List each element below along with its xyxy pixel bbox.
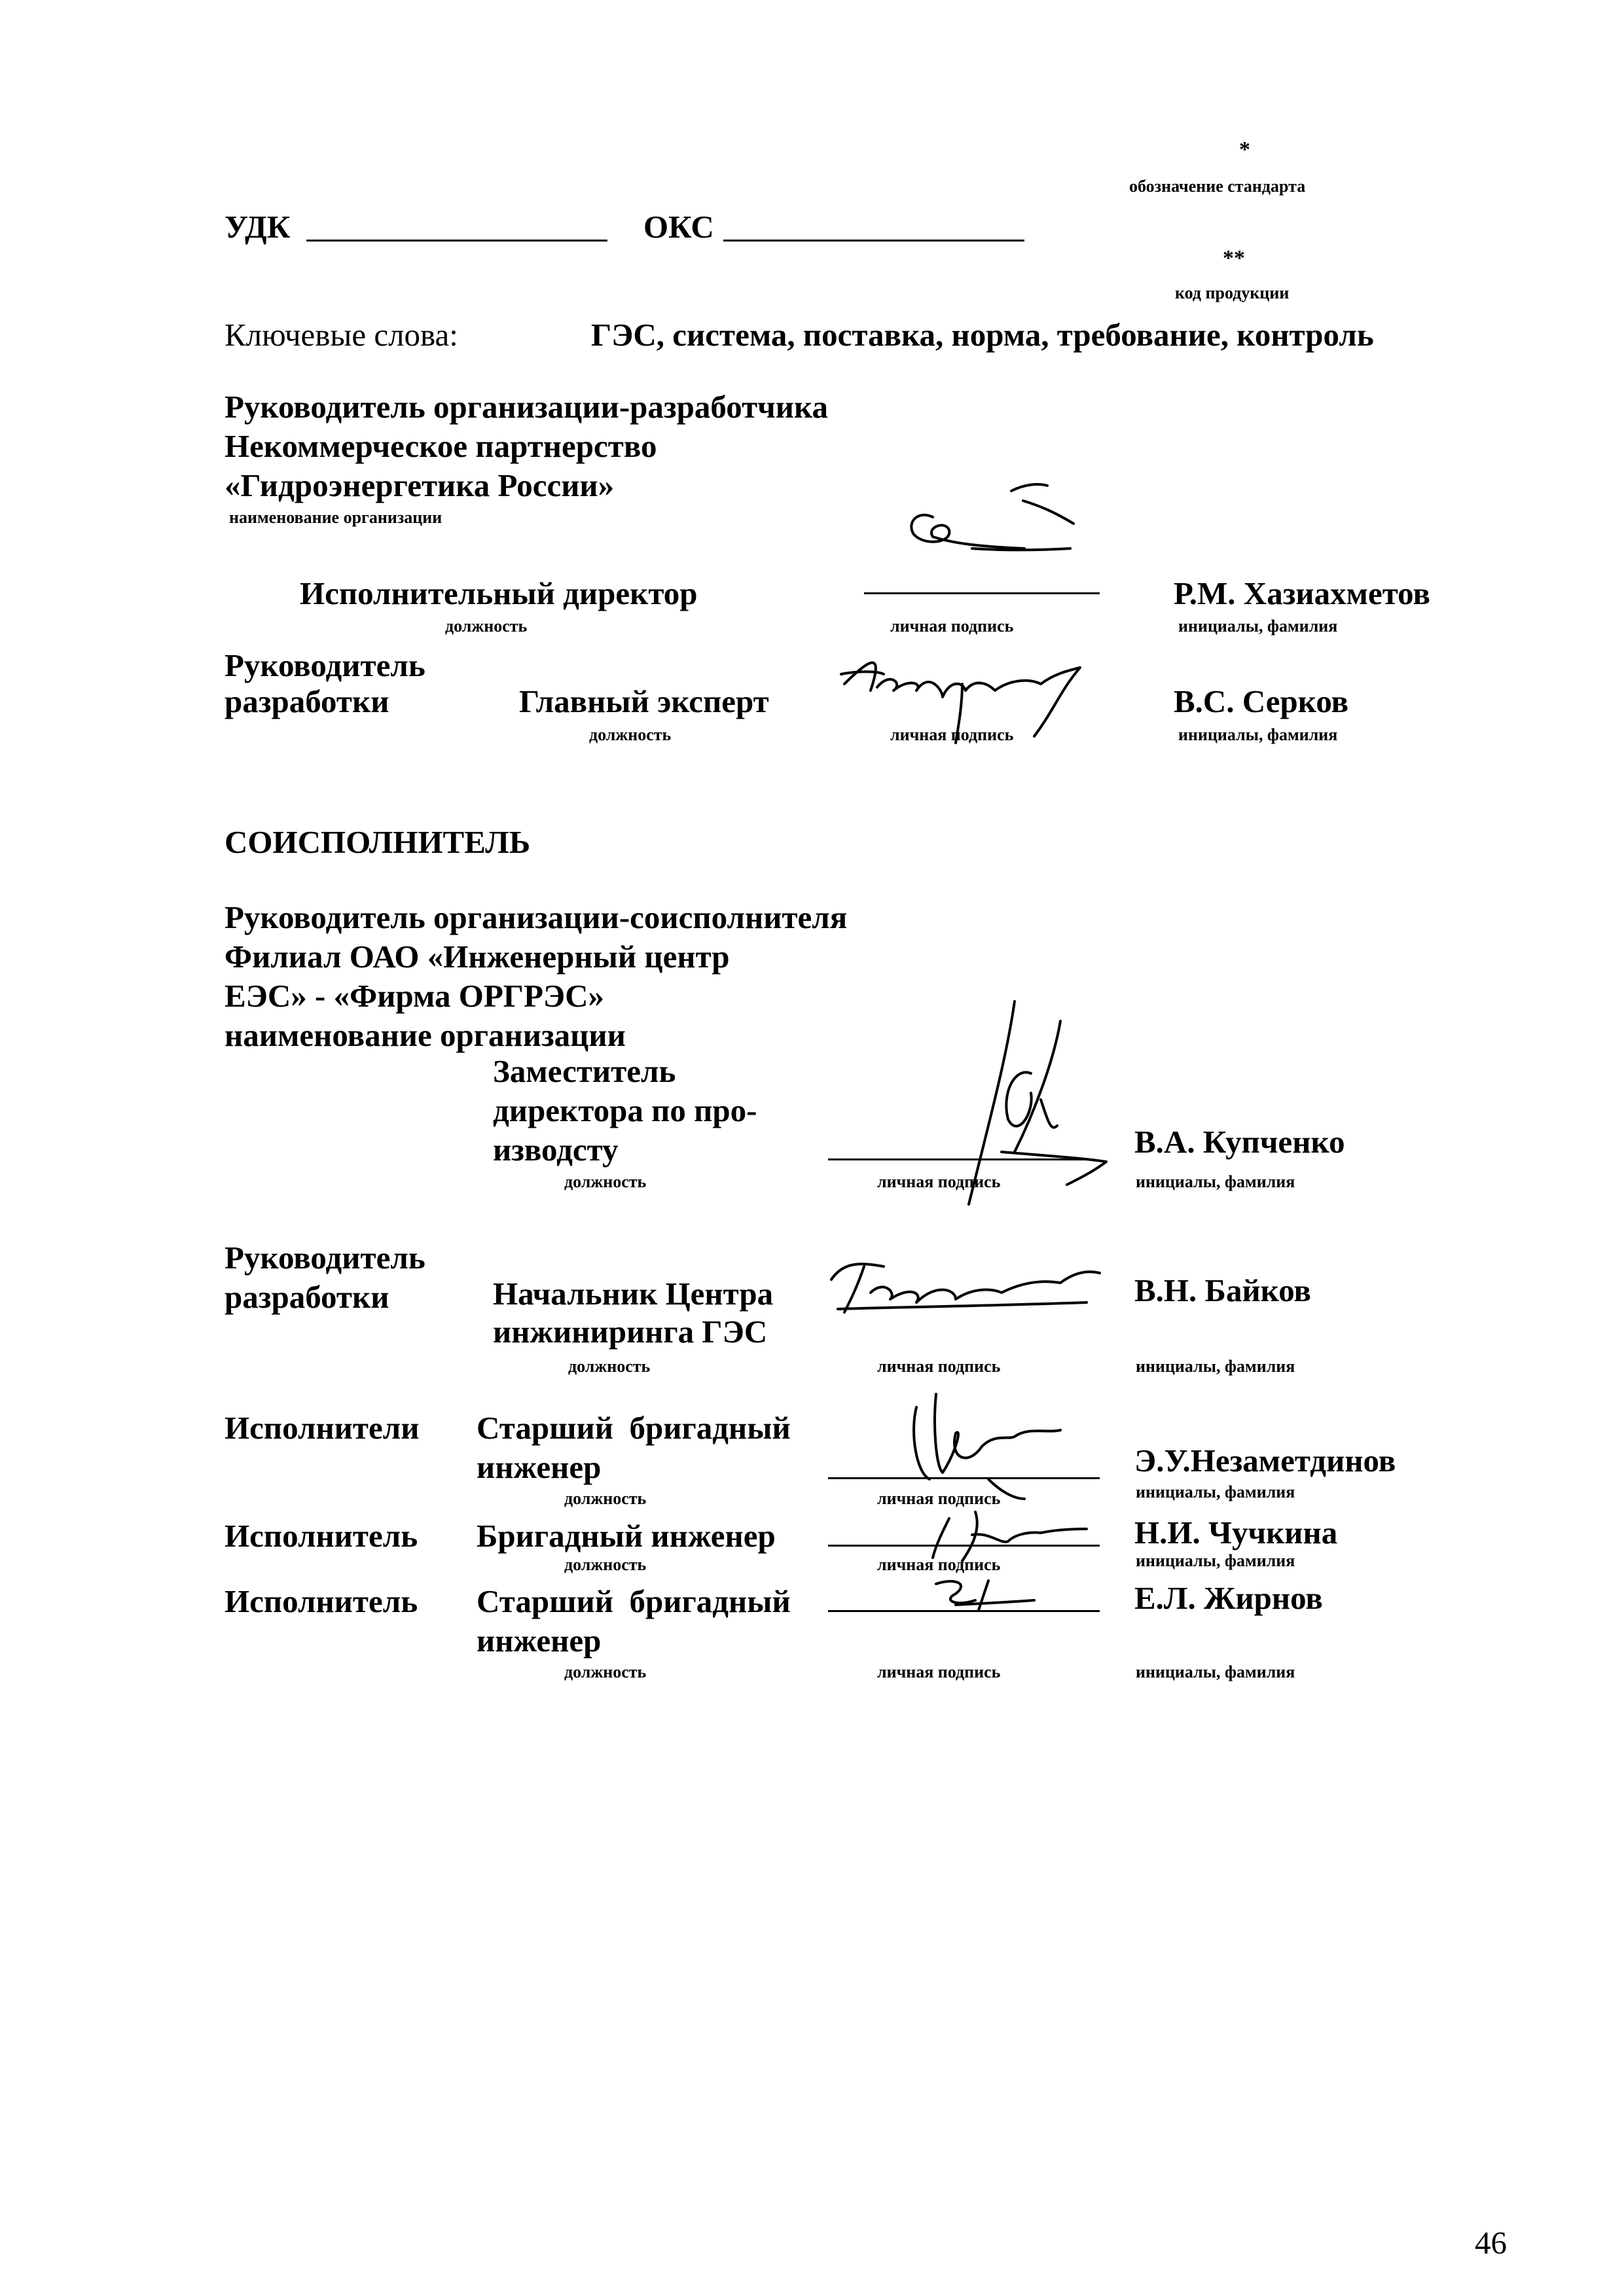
executor-1-signature-line [828, 1477, 1100, 1479]
page-number: 46 [1475, 2225, 1507, 2261]
coexecutor-lead-signature-caption: личная подпись [877, 1357, 1001, 1376]
developer-lead-role-line1: Руководитель [225, 647, 425, 683]
executor-3-signature-line [828, 1610, 1100, 1612]
director-name: Р.М. Хазиахметов [1174, 575, 1430, 611]
deputy-signature-caption: личная подпись [877, 1172, 1001, 1191]
deputy-position-line2: директора по про- [493, 1092, 757, 1128]
executor-1-signature-caption: личная подпись [877, 1489, 1001, 1508]
executor-1-signature [903, 1388, 1100, 1499]
coexecutor-lead-position-caption: должность [568, 1357, 651, 1376]
developer-org-line1: Некоммерческое партнерство [225, 428, 657, 464]
executor-3-signature-caption: личная подпись [877, 1662, 1001, 1681]
executor-2-signature-line [828, 1545, 1100, 1547]
developer-lead-role-line2: разработки [225, 683, 389, 719]
coexecutor-lead-position-line1: Начальник Центра [493, 1276, 774, 1312]
executor-3-name: Е.Л. Жирнов [1134, 1580, 1323, 1616]
coexecutor-lead-role-line2: разработки [225, 1279, 389, 1315]
executor-2-name: Н.И. Чучкина [1134, 1515, 1338, 1551]
developer-lead-name-caption: инициалы, фамилия [1178, 725, 1338, 744]
executor-2-position-caption: должность [564, 1555, 647, 1574]
developer-org-line2: «Гидроэнергетика России» [225, 467, 615, 503]
coexecutor-org-line2: ЕЭС» - «Фирма ОРГРЭС» [225, 978, 605, 1014]
executor-1-position-line2: инженер [477, 1449, 602, 1485]
keywords-label: Ключевые слова: [225, 317, 458, 353]
deputy-signature-line [828, 1158, 1090, 1160]
director-position-caption: должность [445, 617, 528, 636]
executor-3-position-line2: инженер [477, 1623, 602, 1659]
executor-2-position-line1: Бригадный инженер [477, 1518, 776, 1554]
developer-lead-signature-caption: личная подпись [890, 725, 1014, 744]
coexecutor-lead-name-caption: инициалы, фамилия [1136, 1357, 1295, 1376]
deputy-position-line1: Заместитель [493, 1053, 676, 1089]
product-footnote-mark: ** [1223, 246, 1245, 270]
developer-lead-position: Главный эксперт [519, 683, 769, 719]
coexecutor-org-heading: Руководитель организации-соисполнителя [225, 899, 848, 935]
director-signature-line [864, 592, 1100, 594]
executor-1-position-line1: Старший бригадный [477, 1410, 791, 1446]
coexecutor-org-line1: Филиал ОАО «Инженерный центр [225, 939, 730, 975]
developer-heading: Руководитель организации-разработчика [225, 389, 829, 425]
executor-3-role: Исполнитель [225, 1583, 418, 1619]
standard-caption: обозначение стандарта [1129, 177, 1306, 196]
executor-1-position-caption: должность [564, 1489, 647, 1508]
executor-2-signature-caption: личная подпись [877, 1555, 1001, 1574]
executor-1-name: Э.У.Незаметдинов [1134, 1443, 1396, 1479]
director-name-caption: инициалы, фамилия [1178, 617, 1338, 636]
udk-blank-line [306, 240, 607, 242]
udk-label: УДК [225, 209, 291, 245]
coexecutor-lead-position-line2: инжиниринга ГЭС [493, 1314, 768, 1350]
coexecutor-lead-name: В.Н. Байков [1134, 1272, 1312, 1308]
coexecutor-lead-signature [825, 1253, 1113, 1325]
coexecutor-lead-role-line1: Руководитель [225, 1240, 425, 1276]
developer-lead-position-caption: должность [589, 725, 672, 744]
oks-blank-line [723, 240, 1024, 242]
deputy-name-caption: инициалы, фамилия [1136, 1172, 1295, 1191]
product-caption: код продукции [1175, 283, 1290, 302]
executor-1-name-caption: инициалы, фамилия [1136, 1482, 1295, 1501]
executor-1-role: Исполнители [225, 1410, 420, 1446]
oks-label: ОКС [643, 209, 714, 245]
director-position: Исполнительный директор [300, 575, 698, 611]
developer-lead-name: В.С. Серков [1174, 683, 1349, 719]
executor-2-name-caption: инициалы, фамилия [1136, 1551, 1295, 1570]
executor-2-role: Исполнитель [225, 1518, 418, 1554]
developer-org-caption: наименование организации [229, 508, 442, 527]
director-signature [893, 471, 1103, 576]
deputy-position-caption: должность [564, 1172, 647, 1191]
director-signature-caption: личная подпись [890, 617, 1014, 636]
keywords-list: ГЭС, система, поставка, норма, требование, контроль [591, 317, 1374, 353]
coexecutor-org-caption: наименование организации [225, 1017, 626, 1053]
executor-3-position-caption: должность [564, 1662, 647, 1681]
deputy-name: В.А. Купченко [1134, 1124, 1345, 1160]
coexecutor-heading: СОИСПОЛНИТЕЛЬ [225, 824, 531, 860]
executor-3-position-line1: Старший бригадный [477, 1583, 791, 1619]
deputy-position-line3: изводсту [493, 1132, 619, 1168]
standard-footnote-mark: * [1239, 137, 1250, 162]
executor-3-name-caption: инициалы, фамилия [1136, 1662, 1295, 1681]
